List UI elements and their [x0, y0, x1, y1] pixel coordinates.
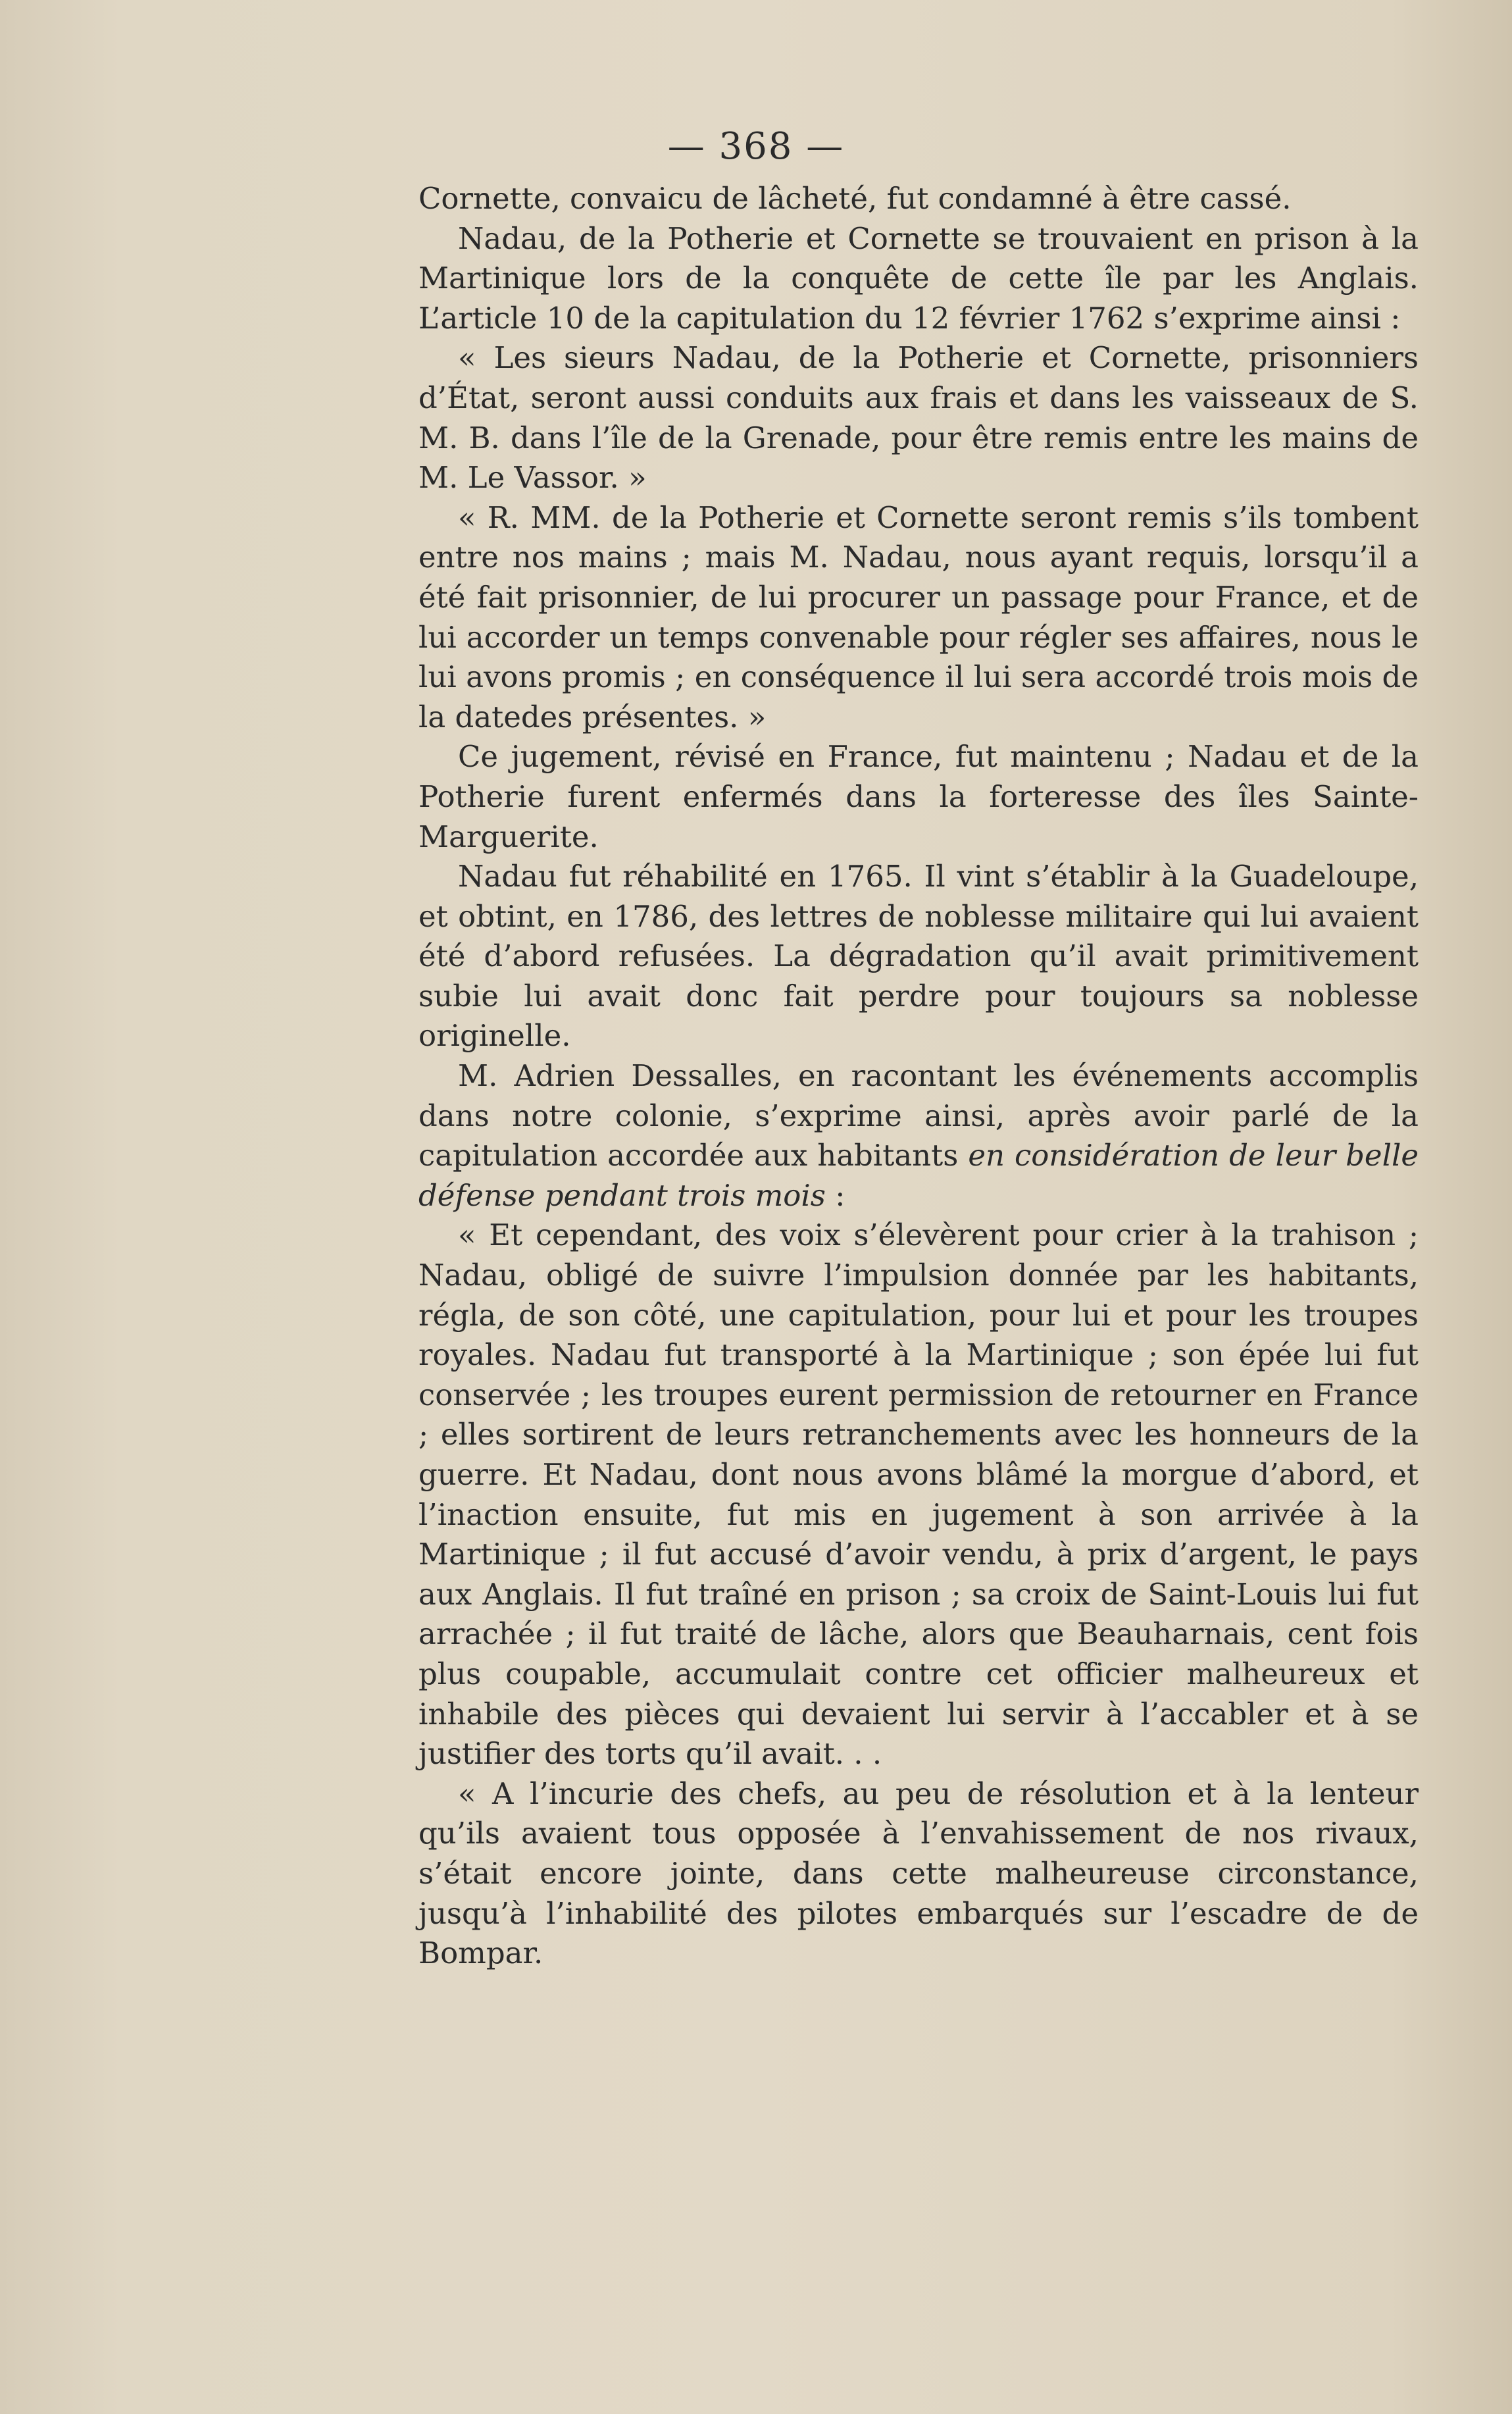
page-number: — 368 —: [667, 125, 845, 168]
quote-paragraph: « A l’incurie des chefs, au peu de résolution et à la lenteur qu’ils avaient tous opposée à l’envahissement de nos rivaux, s’était encore jointe, dans cette malheureuse circonstance, jusqu’à l’inhabilité des pilotes embarqués sur l’escadre de de Bompar.: [418, 1776, 1419, 1971]
paragraph: Ce jugement, révisé en France, fut maintenu ; Nadau et de la Potherie furent enfermés dans la forteresse des îles Sainte-Marguerite.: [418, 739, 1419, 854]
paragraph: Nadau, de la Potherie et Cornette se trouvaient en prison à la Martinique lors de la conquête de cette île par les Anglais. L’article 10 de la capitulation du 12 février 1762 s’exprime ainsi :: [418, 220, 1419, 336]
paragraph-dessalles: [418, 1056, 1419, 1216]
paragraph-text: M. Adrien Dessalles, en racontant les événements accomplis dans notre colonie, s’exprime ainsi, après avoir parlé de la capitulation accordée aux habitants: [418, 1058, 1419, 1173]
paragraph: « Les sieurs Nadau, de la Potherie et Cornette, prisonniers d’État, seront aussi conduits aux frais et dans les vaisseaux de S. M. B. dans l’île de la Grenade, pour être remis entre les mains de M. Le Vassor. »: [418, 340, 1419, 496]
quote-paragraph: « Et cependant, des voix s’élevèrent pour crier à la trahison ; Nadau, obligé de suivre l’impulsion donnée par les habitants, régla, de son côté, une capitulation, pour lui et pour les troupes royales. Nadau fut transporté à la Martinique ; son épée lui fut conservée ; les troupes eurent permission de retourner en France ; elles sortirent de leurs retranchements avec les honneurs de la guerre. Et Nadau, dont nous avons blâmé la morgue d’abord, et l’inaction ensuite, fut mis en jugement à son arrivée à la Martinique ; il fut accusé d’avoir vendu, à prix d’argent, le pays aux Anglais. Il fut traîné en prison ; sa croix de Saint-Louis lui fut arrachée ; il fut traité de lâche, alors que Beauharnais, cent fois plus coupable, accumulait contre cet officier malheureux et inhabile des pièces qui devaient lui servir à l’accabler et à se justifier des torts qu’il avait. . .: [418, 1218, 1419, 1772]
paragraph: Cornette, convaicu de lâcheté, fut condamné à être cassé.: [418, 181, 1292, 216]
italic-phrase: en considération de leur belle défense pendant trois mois: [418, 1138, 1419, 1213]
paragraph: « R. MM. de la Potherie et Cornette seront remis s’ils tombent entre nos mains ; mais M. Nadau, nous ayant requis, lorsqu’il a été fait prisonnier, de lui procurer un passage pour France, et de lui accorder un temps convenable pour régler ses affaires, nous le lui avons promis ; en conséquence il lui sera accordé trois mois de la datedes présentes. »: [418, 500, 1419, 734]
body-text: [418, 179, 1419, 1974]
paragraph-text: :: [825, 1177, 845, 1213]
paragraph: Nadau fut réhabilité en 1765. Il vint s’établir à la Guadeloupe, et obtint, en 1786, des lettres de noblesse militaire qui lui avaient été d’abord refusées. La dégradation qu’il avait primitivement subie lui avait donc fait perdre pour toujours sa noblesse originelle.: [418, 859, 1419, 1054]
